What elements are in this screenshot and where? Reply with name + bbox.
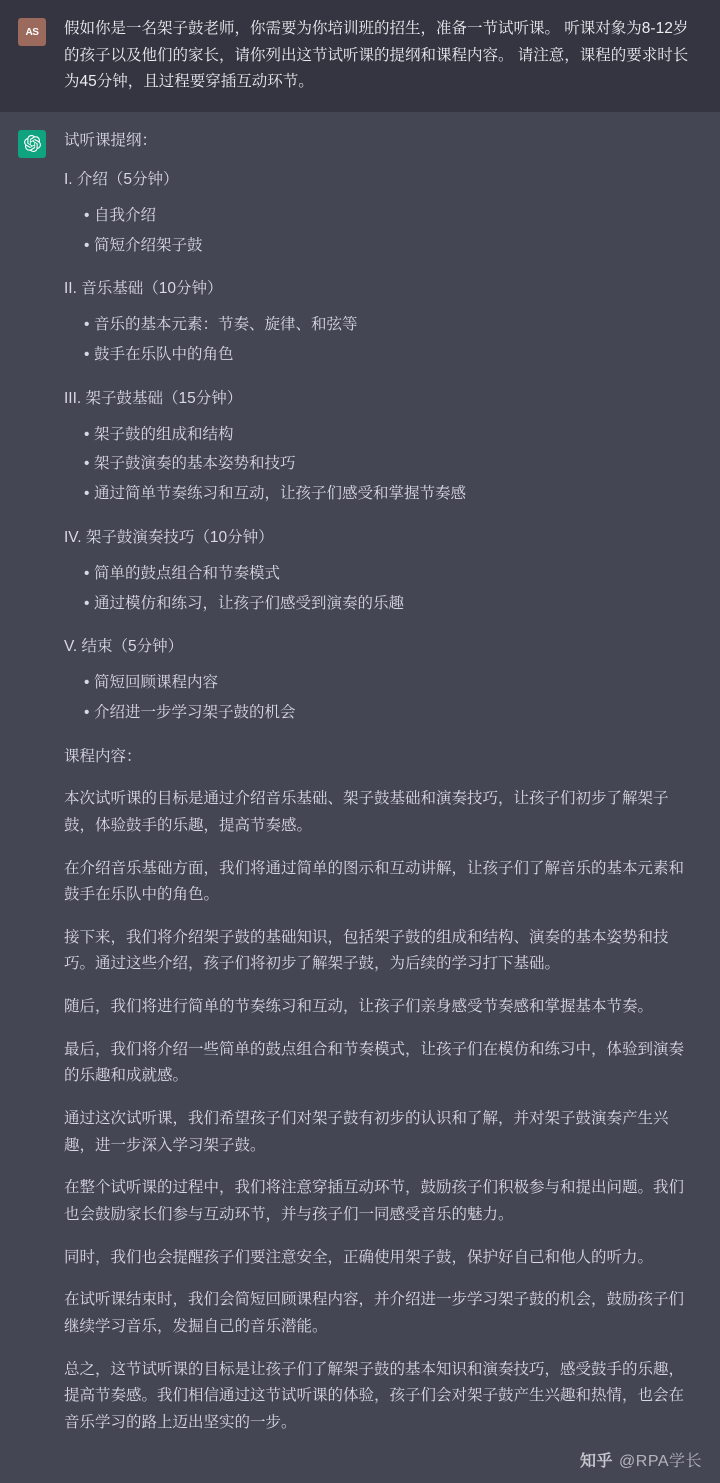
list-item: • 简短介绍架子鼓 xyxy=(94,233,696,259)
section-title: III. 架子鼓基础（15分钟） xyxy=(64,389,243,407)
content-paragraph: 本次试听课的目标是通过介绍音乐基础、架子鼓基础和演奏技巧，让孩子们初步了解架子鼓，体验鼓手的乐趣，提高节奏感。 xyxy=(64,790,669,834)
list-item: • 简单的鼓点组合和节奏模式 xyxy=(94,561,696,587)
watermark-text: @RPA学长 xyxy=(619,1452,702,1470)
openai-logo-icon xyxy=(24,135,41,152)
content-paragraph: 总之，这节试听课的目标是让孩子们了解架子鼓的基本知识和演奏技巧，感受鼓手的乐趣，提高节奏感。我们相信通过这节试听课的体验，孩子们会对架子鼓产生兴趣和热情，也会在音乐学习的路上迈出坚实的一步。 xyxy=(64,1360,685,1431)
list-item: • 架子鼓的组成和结构 xyxy=(94,422,696,448)
content-paragraph: 随后，我们将进行简单的节奏练习和互动，让孩子们亲身感受节奏感和掌握基本节奏。 xyxy=(64,998,654,1016)
outline-section xyxy=(64,525,696,616)
section-bullets xyxy=(64,203,696,258)
content-paragraph: 最后，我们将介绍一些简单的鼓点组合和节奏模式，让孩子们在模仿和练习中，体验到演奏的乐趣和成就感。 xyxy=(64,1040,685,1085)
assistant-message xyxy=(0,112,720,1483)
outline-section xyxy=(64,634,696,725)
section-title: I. 介绍（5分钟） xyxy=(64,170,179,188)
content-paragraph: 接下来，我们将介绍架子鼓的基础知识，包括架子鼓的组成和结构、演奏的基本姿势和技巧。通过这些介绍，孩子们将初步了解架子鼓，为后续的学习打下基础。 xyxy=(64,928,669,973)
list-item: • 自我介绍 xyxy=(94,203,696,229)
list-item: • 音乐的基本元素：节奏、旋律、和弦等 xyxy=(94,312,696,338)
content-paragraph: 同时，我们也会提醒孩子们要注意安全，正确使用架子鼓，保护好自己和他人的听力。 xyxy=(64,1248,654,1266)
content-paragraph: 在整个试听课的过程中，我们将注意穿插互动环节，鼓励孩子们积极参与和提出问题。我们也会鼓励家长们参与互动环节，并与孩子们一同感受音乐的魅力。 xyxy=(64,1179,685,1224)
content-paragraph: 在介绍音乐基础方面，我们将通过简单的图示和互动讲解，让孩子们了解音乐的基本元素和鼓手在乐队中的角色。 xyxy=(64,859,685,904)
user-message xyxy=(0,0,720,112)
list-item: • 简短回顾课程内容 xyxy=(94,670,696,696)
assistant-message-text xyxy=(64,128,696,1437)
content-paragraph: 通过这次试听课，我们希望孩子们对架子鼓有初步的认识和了解，并对架子鼓演奏产生兴趣，进一步深入学习架子鼓。 xyxy=(64,1110,669,1154)
section-title: IV. 架子鼓演奏技巧（10分钟） xyxy=(64,528,274,546)
list-item: • 鼓手在乐队中的角色 xyxy=(94,342,696,368)
outline-section xyxy=(64,167,696,258)
list-item: • 通过模仿和练习，让孩子们感受到演奏的乐趣 xyxy=(94,591,696,617)
list-item: • 介绍进一步学习架子鼓的机会 xyxy=(94,700,696,726)
zhihu-logo-icon: 知乎 xyxy=(580,1452,614,1470)
list-item: • 架子鼓演奏的基本姿势和技巧 xyxy=(94,451,696,477)
section-bullets xyxy=(64,312,696,367)
outline-section xyxy=(64,276,696,367)
avatar xyxy=(18,18,46,46)
outline-title: 试听课提纲： xyxy=(64,131,158,149)
user-message-text xyxy=(64,16,696,96)
content-paragraph: 在试听课结束时，我们会简短回顾课程内容，并介绍进一步学习架子鼓的机会，鼓励孩子们继续学习音乐，发掘自己的音乐潜能。 xyxy=(64,1291,685,1336)
user-prompt-paragraph: 假如你是一名架子鼓老师，你需要为你培训班的招生，准备一节试听课。 听课对象为8-12岁的孩子以及他们的家长，请你列出这节试听课的提纲和课程内容。 请注意，课程的要求时长为45分钟，且过程要穿插互动环节。 xyxy=(64,20,689,91)
section-title: V. 结束（5分钟） xyxy=(64,638,184,656)
list-item: • 通过简单节奏练习和互动，让孩子们感受和掌握节奏感 xyxy=(94,481,696,507)
section-bullets xyxy=(64,422,696,507)
section-bullets xyxy=(64,670,696,725)
outline-section xyxy=(64,386,696,507)
watermark xyxy=(580,1448,702,1471)
content-title: 课程内容： xyxy=(64,747,142,765)
avatar-initials: AS xyxy=(25,26,39,38)
section-bullets xyxy=(64,561,696,616)
section-title: II. 音乐基础（10分钟） xyxy=(64,280,223,298)
assistant-avatar xyxy=(18,130,46,158)
